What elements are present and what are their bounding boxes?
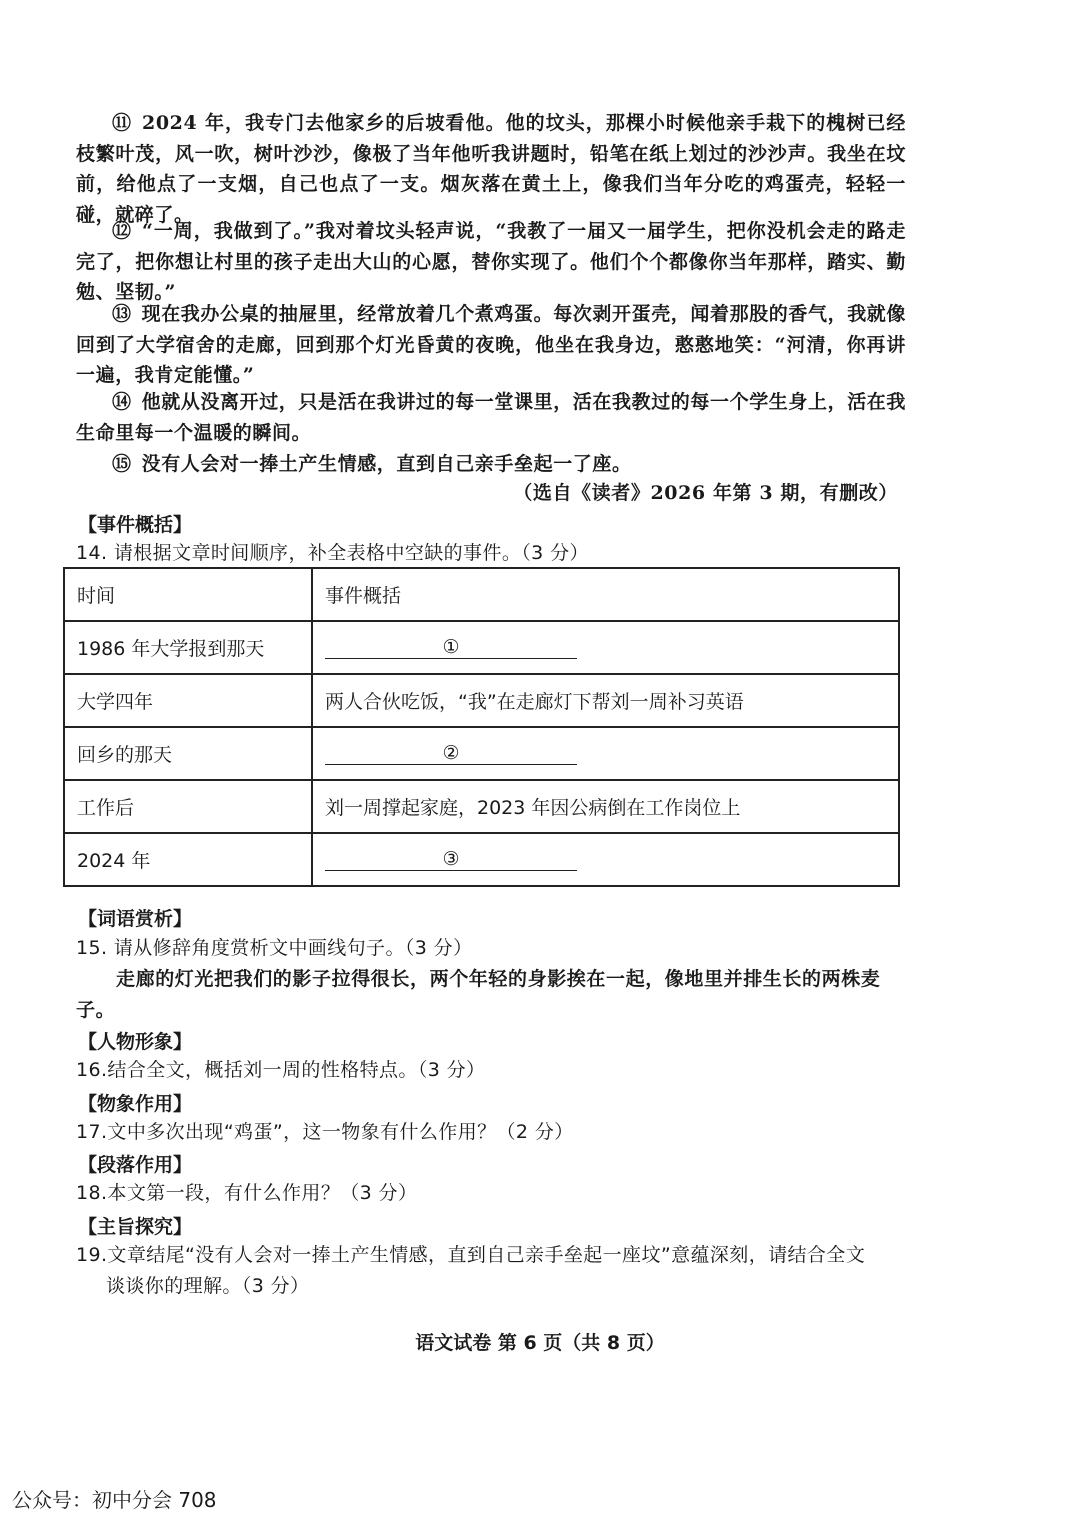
- row-event: [312, 621, 899, 674]
- answer-blank-2[interactable]: ②: [325, 742, 577, 765]
- row-time: 工作后: [64, 780, 312, 833]
- row-time: 回乡的那天: [64, 727, 312, 780]
- section-character: 【人物形象】: [78, 1031, 193, 1053]
- row-time: 1986 年大学报到那天: [64, 621, 312, 674]
- watermark-text: 公众号：初中分会 708: [12, 1488, 217, 1512]
- question-19-line2: 谈谈你的理解。（3 分）: [106, 1275, 310, 1297]
- row-event: [312, 727, 899, 780]
- paragraph-number: ⑪: [112, 112, 133, 134]
- paragraph-text: 没有人会对一捧土产生情感，直到自己亲手垒起一了座。: [141, 453, 632, 475]
- section-object-function: 【物象作用】: [78, 1093, 193, 1115]
- question-14: 14. 请根据文章时间顺序，补全表格中空缺的事件。（3 分）: [76, 542, 589, 564]
- question-18: 18.本文第一段，有什么作用？（3 分）: [76, 1182, 418, 1204]
- paragraph-number: ⑫: [112, 220, 132, 242]
- paragraph-text: 2024 年，我专门去他家乡的后坡看他。他的坟头，那棵小时候他亲手栽下的槐树已经枝繁叶茂，风一吹，树叶沙沙，像极了当年他听我讲题时，铅笔在纸上划过的沙沙声。我坐在坟前，给他点了一支烟，自己也点了一支。烟灰落在黄土上，像我们当年分吃的鸡蛋壳，轻轻一碰，就碎了。: [76, 112, 906, 226]
- section-word-appreciation: 【词语赏析】: [78, 908, 193, 930]
- table-row: [64, 727, 899, 780]
- paragraph-text: “一周，我做到了。”我对着坟头轻声说，“我教了一届又一届学生，把你没机会走的路走完了，把你想让村里的孩子走出大山的心愿，替你实现了。他们个个都像你当年那样，踏实、勤勉、坚韧。”: [76, 220, 906, 303]
- table-row: [64, 780, 899, 833]
- underlined-sentence: [76, 964, 912, 1026]
- question-15: 15. 请从修辞角度赏析文中画线句子。（3 分）: [76, 937, 473, 959]
- section-paragraph-function: 【段落作用】: [78, 1154, 193, 1176]
- row-event: 两人合伙吃饭，“我”在走廊灯下帮刘一周补习英语: [312, 674, 899, 727]
- row-time: 大学四年: [64, 674, 312, 727]
- table-header-time: 时间: [64, 568, 312, 621]
- question-17: 17.文中多次出现“鸡蛋”，这一物象有什么作用？（2 分）: [76, 1121, 574, 1143]
- table-row: [64, 621, 899, 674]
- table-header-row: [64, 568, 899, 621]
- paragraph-number: ⑮: [112, 453, 132, 475]
- paragraph-14: [76, 387, 906, 448]
- table-header-event: 事件概括: [312, 568, 899, 621]
- paragraph-15: [76, 449, 906, 480]
- section-event-summary: 【事件概括】: [78, 514, 193, 536]
- question-19: [76, 1240, 916, 1302]
- paragraph-number: ⑬: [112, 303, 132, 325]
- paragraph-13: [76, 299, 906, 391]
- table-row: [64, 674, 899, 727]
- answer-blank-3[interactable]: ③: [325, 848, 577, 871]
- question-19-line1: 19.文章结尾“没有人会对一捧土产生情感，直到自己亲手垒起一座坟”意蕴深刻，请结合全文: [76, 1244, 866, 1266]
- quote-text: 走廊的灯光把我们的影子拉得很长，两个年轻的身影挨在一起，像地里并排生长的两株麦子。: [76, 968, 881, 1021]
- answer-blank-1[interactable]: ①: [325, 636, 577, 659]
- section-theme: 【主旨探究】: [78, 1216, 193, 1238]
- paragraph-text: 他就从没离开过，只是活在我讲过的每一堂课里，活在我教过的每一个学生身上，活在我生命里每一个温暖的瞬间。: [76, 391, 907, 444]
- page-footer: 语文试卷 第 6 页（共 8 页）: [415, 1332, 665, 1354]
- row-event: 刘一周撑起家庭，2023 年因公病倒在工作岗位上: [312, 780, 899, 833]
- paragraph-12: [76, 216, 906, 308]
- table-row: [64, 833, 899, 886]
- paragraph-11: [76, 108, 906, 230]
- article-source: （选自《读者》2026 年第 3 期，有删改）: [513, 482, 898, 504]
- event-table: [63, 567, 900, 887]
- row-time: 2024 年: [64, 833, 312, 886]
- paragraph-text: 现在我办公桌的抽屉里，经常放着几个煮鸡蛋。每次剥开蛋壳，闻着那股的香气，我就像回到了大学宿舍的走廊，回到那个灯光昏黄的夜晚，他坐在我身边，憨憨地笑：“河清，你再讲一遍，我肯定能懂。”: [76, 303, 907, 386]
- paragraph-number: ⑭: [112, 391, 132, 413]
- row-event: [312, 833, 899, 886]
- question-16: 16.结合全文，概括刘一周的性格特点。（3 分）: [76, 1059, 486, 1081]
